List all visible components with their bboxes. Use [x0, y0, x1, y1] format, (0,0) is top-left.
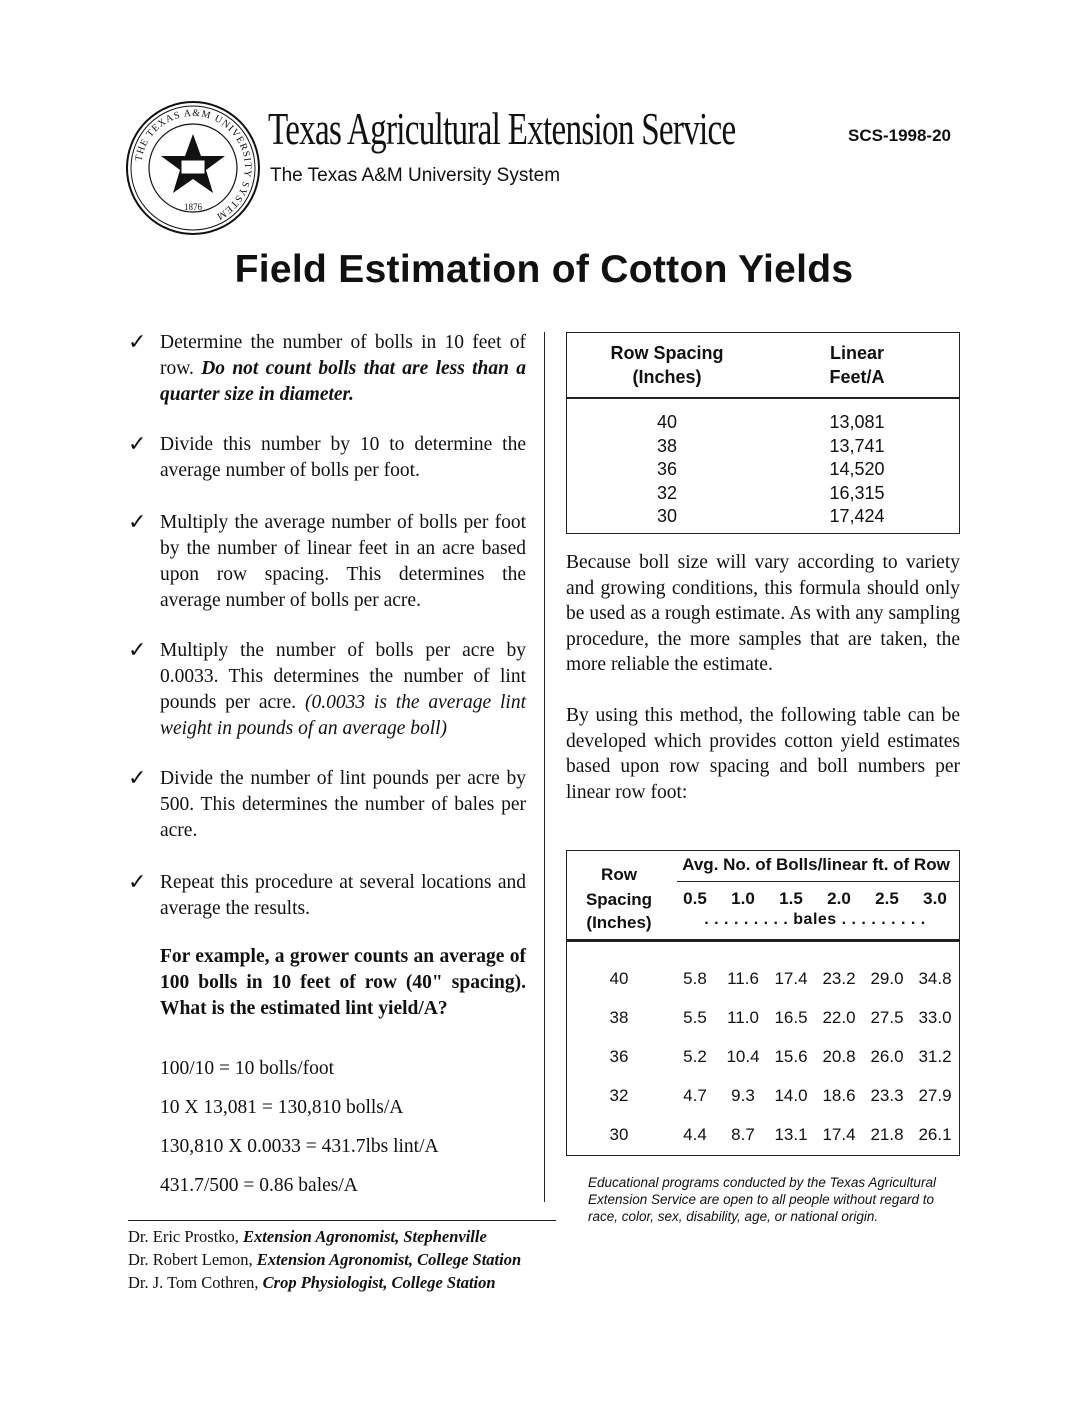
calculation-line: 130,810 X 0.0033 = 431.7lbs lint/A: [160, 1136, 439, 1157]
table-cell: 13,741: [829, 435, 885, 456]
table-cell: 36: [656, 459, 678, 479]
table-cell: 32: [656, 482, 678, 503]
step-text: Repeat this procedure at several locations and average the results.: [160, 872, 526, 919]
checkmark-icon: ✓: [128, 432, 147, 457]
table-cell: 20.8: [822, 1047, 856, 1066]
step-text: Divide this number by 10 to determine the average number of bolls per foot.: [160, 434, 526, 481]
document-code: SCS-1998-20: [848, 126, 952, 145]
table-cell: 40: [656, 412, 678, 432]
yield-estimate-table: [566, 850, 960, 1156]
table-caption: Avg. No. of Bolls/linear ft. of Row: [682, 855, 950, 874]
table-cell: 29.0: [870, 969, 904, 988]
table-cell: 14.0: [774, 1086, 808, 1105]
author-line: Dr. Robert Lemon, Extension Agronomist, College Station: [128, 1250, 522, 1269]
checkmark-icon: ✓: [128, 766, 147, 791]
table-cell: 17,424: [829, 506, 885, 526]
table-header: Row Spacing: [610, 343, 724, 363]
table-column-header: 2.0: [827, 889, 851, 908]
table-column-header: 1.0: [731, 889, 755, 908]
table-cell: 40: [609, 969, 629, 988]
table-unit-label: . . . . . . . . . bales . . . . . . . . .: [704, 911, 926, 928]
table-cell: 14,520: [829, 459, 885, 479]
table-cell: 38: [609, 1008, 629, 1027]
table-header-rule: [567, 939, 959, 942]
table-cell: 32: [609, 1086, 629, 1105]
table-cell: 9.3: [731, 1086, 755, 1105]
calculation-line: 10 X 13,081 = 130,810 bolls/A: [160, 1097, 404, 1118]
table-cell: 31.2: [918, 1047, 952, 1066]
step-text: Divide the number of lint pounds per acre by 500. This determines the number of bales per acre.: [160, 768, 526, 841]
seal-text: THE TEXAS A&M UNIVERSITY SYSTEM: [133, 107, 254, 223]
table-column-header: 3.0: [923, 889, 947, 908]
table-header: Row: [601, 865, 637, 884]
table-header: (Inches): [632, 367, 702, 387]
table-header-rule: [567, 397, 959, 399]
checkmark-icon: ✓: [128, 330, 147, 355]
table-cell: 8.7: [731, 1125, 755, 1144]
table-cell: 26.1: [918, 1125, 952, 1144]
author-line: Dr. J. Tom Cothren, Crop Physiologist, College Station: [128, 1273, 496, 1292]
body-paragraph: Because boll size will vary according to variety and growing conditions, this formula should only be used as a rough estimate. As with any sampling procedure, the more samples that are taken, the more reliable the estimate.: [566, 552, 960, 675]
table-cell: 21.8: [870, 1125, 904, 1144]
table-header: Linear: [829, 343, 885, 363]
table-cell: 38: [656, 435, 678, 456]
calculation-line: 431.7/500 = 0.86 bales/A: [160, 1175, 358, 1196]
table-cell: 23.2: [822, 969, 856, 988]
table-cell: 4.4: [683, 1125, 707, 1144]
row-spacing-table: [566, 332, 960, 534]
table-cell: 5.5: [683, 1008, 707, 1027]
table-cell: 27.5: [870, 1008, 904, 1027]
organization-name: Texas Agricultural Extension Service: [268, 103, 736, 154]
table-cell: 11.0: [727, 1008, 759, 1027]
organization-subtitle: The Texas A&M University System: [270, 165, 561, 186]
step-text: Multiply the number of bolls per acre by 0.0033. This determines the number of lint pounds per acre. (0.0033 is the average lint weight in pounds of an average boll): [160, 640, 526, 739]
table-header: Feet/A: [829, 367, 885, 387]
table-cell: 30: [609, 1125, 629, 1144]
table-cell: 5.2: [683, 1047, 707, 1066]
step-text: Determine the number of bolls in 10 feet of row. Do not count bolls that are less than a quarter size in diameter.: [160, 332, 526, 405]
table-column-header: 1.5: [779, 889, 803, 908]
example-problem: For example, a grower counts an average of 100 bolls in 10 feet of row (40" spacing). What is the estimated lint yield/A?: [160, 946, 526, 1019]
checkmark-icon: ✓: [128, 638, 147, 663]
table-caption-rule: [677, 881, 959, 882]
table-cell: 16.5: [774, 1008, 808, 1027]
page-title: Field Estimation of Cotton Yields: [234, 248, 854, 291]
table-cell: 23.3: [870, 1086, 904, 1105]
table-cell: 16,315: [829, 482, 885, 503]
table-cell: 13,081: [829, 412, 885, 432]
column-divider: [544, 332, 545, 1202]
table-cell: 30: [656, 506, 678, 526]
table-cell: 17.4: [822, 1125, 856, 1144]
checkmark-icon: ✓: [128, 870, 147, 895]
table-cell: 4.7: [683, 1086, 707, 1105]
table-cell: 26.0: [870, 1047, 904, 1066]
table-cell: 11.6: [727, 969, 759, 988]
table-cell: 15.6: [774, 1047, 808, 1066]
table-cell: 18.6: [822, 1086, 856, 1105]
calculation-line: 100/10 = 10 bolls/foot: [160, 1058, 335, 1079]
table-cell: 36: [609, 1047, 629, 1066]
table-cell: 27.9: [918, 1086, 952, 1105]
table-column-header: 2.5: [875, 889, 899, 908]
table-cell: 33.0: [918, 1008, 952, 1027]
step-text: Multiply the average number of bolls per foot by the number of linear feet in an acre based upon row spacing. This determines the average number of bolls per acre.: [160, 512, 526, 611]
table-cell: 17.4: [774, 969, 808, 988]
table-column-header: 0.5: [683, 889, 707, 908]
seal-year: 1876: [184, 202, 202, 212]
disclaimer-text: Educational programs conducted by the Texas Agricultural Extension Service are open to all people without regard to race, color, sex, disability, age, or national origin.: [588, 1175, 936, 1224]
table-cell: 10.4: [726, 1047, 760, 1066]
table-cell: 5.8: [683, 969, 707, 988]
table-cell: 34.8: [918, 969, 952, 988]
table-cell: 22.0: [822, 1008, 856, 1027]
table-cell: 13.1: [774, 1125, 808, 1144]
checkmark-icon: ✓: [128, 510, 147, 535]
body-paragraph: By using this method, the following table can be developed which provides cotton yield estimates based upon row spacing and boll numbers per linear row foot:: [566, 705, 960, 803]
table-header: Spacing: [585, 890, 653, 909]
table-header: (Inches): [586, 913, 652, 932]
university-seal-logo: [125, 100, 261, 236]
author-line: Dr. Eric Prostko, Extension Agronomist, Stephenville: [128, 1227, 487, 1246]
authors-divider: [128, 1220, 556, 1221]
